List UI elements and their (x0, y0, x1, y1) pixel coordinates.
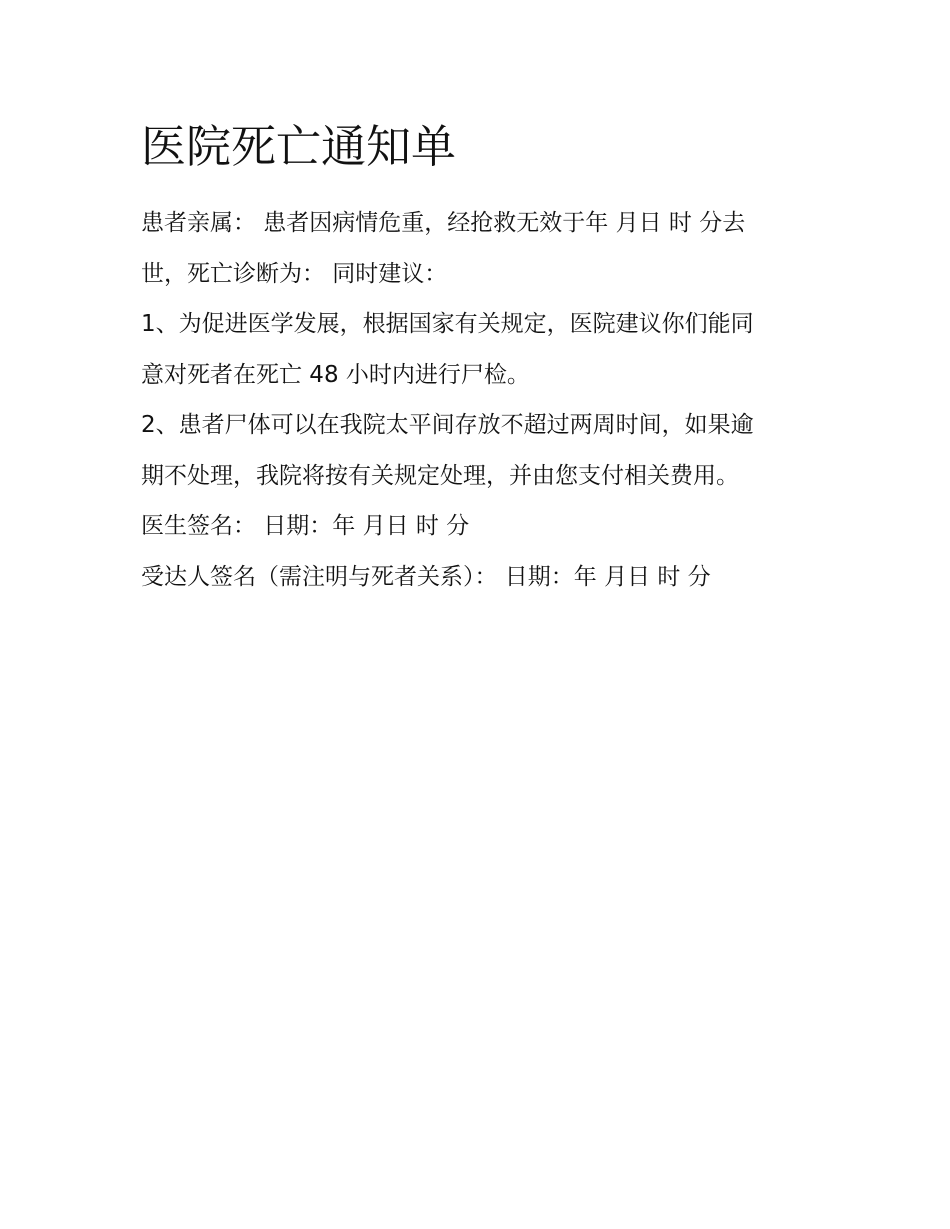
text-line: 2、患者尸体可以在我院太平间存放不超过两周时间，如果逾 (141, 412, 754, 438)
autopsy-suggestion-paragraph (141, 299, 811, 400)
text-line: 1、为促进医学发展，根据国家有关规定，医院建议你们能同 (141, 311, 754, 337)
doctor-signature-line (141, 501, 811, 552)
text-line: 医生签名： 日期：年 月日 时 分 (141, 513, 470, 539)
text-line: 受达人签名（需注明与死者关系）： 日期：年 月日 时 分 (141, 563, 711, 590)
recipient-signature-line (141, 552, 811, 603)
text-line: 世，死亡诊断为： 同时建议： (141, 260, 448, 287)
text-line: 期不处理，我院将按有关规定处理，并由您支付相关费用。 (141, 462, 739, 489)
document-body (141, 118, 811, 602)
body-storage-paragraph (141, 400, 811, 501)
notice-paragraph (141, 198, 811, 299)
text-line: 患者亲属： 患者因病情危重，经抢救无效于年 月日 时 分去 (141, 210, 746, 236)
text-line: 意对死者在死亡 48 小时内进行尸检。 (141, 361, 530, 388)
document-title: 医院死亡通知单 (141, 120, 457, 173)
